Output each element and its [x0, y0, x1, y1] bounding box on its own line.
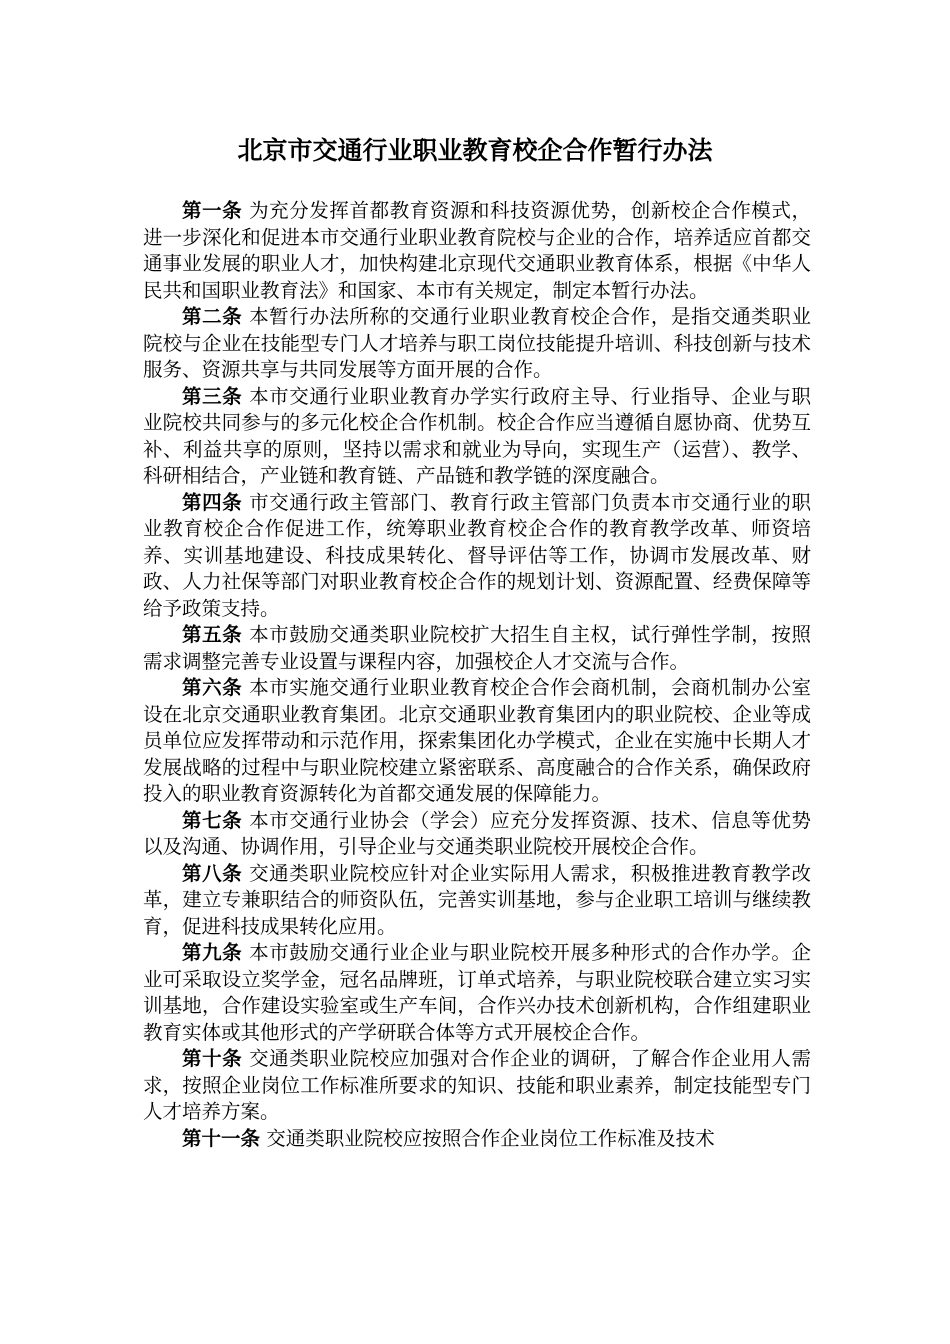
article-5	[143, 622, 811, 675]
article-1	[143, 198, 811, 304]
article-text: 市交通行政主管部门、教育行政主管部门负责本市交通行业的职业教育校企合作促进工作，统筹职业教育校企合作的教育教学改革、师资培养、实训基地建设、科技成果转化、督导评估等工作，协调市发展改革、财政、人力社保等部门对职业教育校企合作的规划计划、资源配置、经费保障等给予政策支持。	[143, 490, 811, 620]
article-number: 第六条	[182, 676, 243, 699]
article-number: 第一条	[182, 199, 243, 222]
article-number: 第十一条	[182, 1126, 261, 1150]
article-9	[143, 940, 811, 1046]
article-6	[143, 675, 811, 808]
article-number: 第五条	[182, 623, 243, 646]
article-11	[143, 1126, 811, 1153]
article-8	[143, 861, 811, 941]
article-7	[143, 808, 811, 861]
article-text: 交通类职业院校应针对企业实际用人需求，积极推进教育教学改革，建立专兼职结合的师资队伍，完善实训基地，参与企业职工培训与继续教育，促进科技成果转化应用。	[143, 861, 811, 938]
article-4	[143, 490, 811, 623]
article-text: 本暂行办法所称的交通行业职业教育校企合作，是指交通类职业院校与企业在技能型专门人才培养与职工岗位技能提升培训、科技创新与技术服务、资源共享与共同发展等方面开展的合作。	[143, 305, 811, 381]
article-text: 本市鼓励交通类职业院校扩大招生自主权，试行弹性学制，按照需求调整完善专业设置与课程内容，加强校企人才交流与合作。	[143, 623, 811, 673]
article-number: 第十条	[182, 1047, 243, 1070]
article-text: 为充分发挥首都教育资源和科技资源优势，创新校企合作模式，进一步深化和促进本市交通行业职业教育院校与企业的合作，培养适应首都交通事业发展的职业人才，加快构建北京现代交通职业教育体系，根据《中华人民共和国职业教育法》和国家、本市有关规定，制定本暂行办法。	[143, 199, 811, 302]
article-10	[143, 1046, 811, 1126]
article-number: 第四条	[182, 490, 243, 514]
article-2	[143, 304, 811, 384]
article-text: 交通类职业院校应加强对合作企业的调研，了解合作企业用人需求，按照企业岗位工作标准所要求的知识、技能和职业素养，制定技能型专门人才培养方案。	[143, 1047, 811, 1123]
article-number: 第八条	[182, 861, 243, 885]
document-title: 北京市交通行业职业教育校企合作暂行办法	[237, 136, 713, 165]
article-number: 第二条	[182, 305, 243, 328]
article-number: 第三条	[182, 384, 243, 408]
article-text: 本市交通行业协会（学会）应充分发挥资源、技术、信息等优势以及沟通、协调作用，引导企业与交通类职业院校开展校企合作。	[143, 808, 811, 858]
article-3	[143, 384, 811, 490]
article-number: 第七条	[182, 808, 243, 832]
document-body	[143, 198, 811, 1152]
article-number: 第九条	[182, 941, 243, 964]
article-text: 本市交通行业职业教育办学实行政府主导、行业指导、企业与职业院校共同参与的多元化校企合作机制。校企合作应当遵循自愿协商、优势互补、利益共享的原则，坚持以需求和就业为导向，实现生产（运营）、教学、科研相结合，产业链和教育链、产品链和教学链的深度融合。	[143, 384, 811, 487]
article-text: 本市实施交通行业职业教育校企合作会商机制，会商机制办公室设在北京交通职业教育集团。北京交通职业教育集团内的职业院校、企业等成员单位应发挥带动和示范作用，探索集团化办学模式，企业在实施中长期人才发展战略的过程中与职业院校建立紧密联系、高度融合的合作关系，确保政府投入的职业教育资源转化为首都交通发展的保障能力。	[143, 676, 811, 805]
article-text: 本市鼓励交通行业企业与职业院校开展多种形式的合作办学。企业可采取设立奖学金，冠名品牌班，订单式培养，与职业院校联合建立实习实训基地，合作建设实验室或生产车间，合作兴办技术创新机构，合作组建职业教育实体或其他形式的产学研联合体等方式开展校企合作。	[143, 941, 811, 1044]
article-text: 交通类职业院校应按照合作企业岗位工作标准及技术	[266, 1126, 715, 1150]
